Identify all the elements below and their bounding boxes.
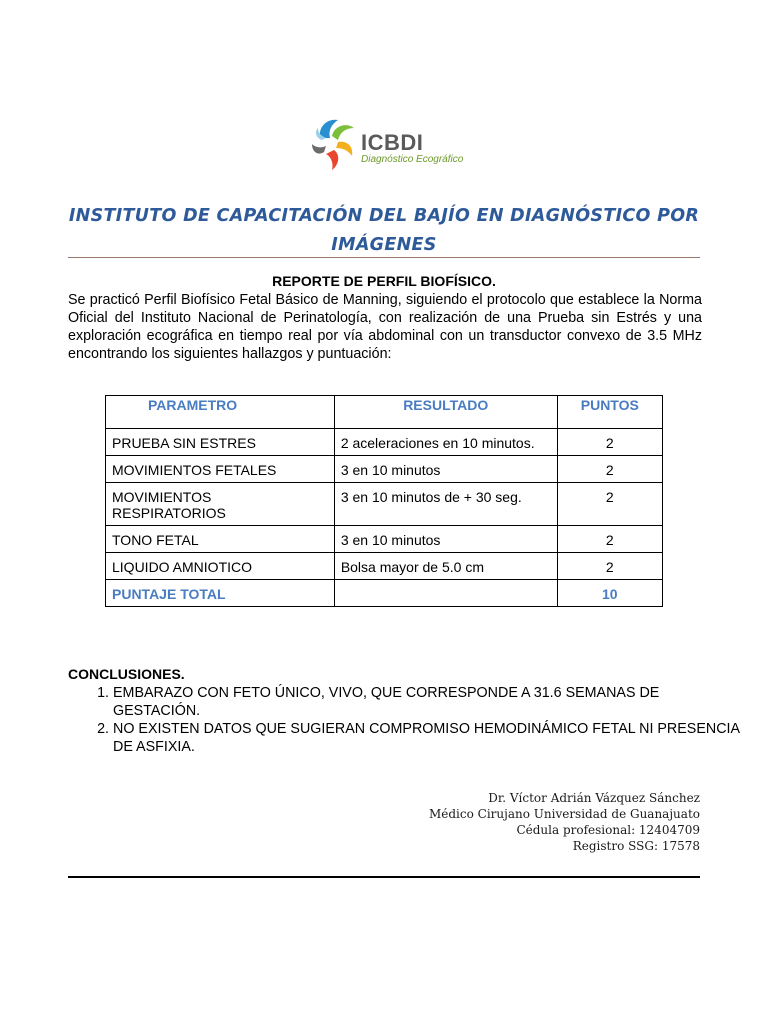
registro-ssg: Registro SSG: 17578 — [572, 839, 700, 853]
row-resultado: Bolsa mayor de 5.0 cm — [334, 553, 557, 580]
conclusions-title: CONCLUSIONES. — [68, 666, 185, 682]
row-puntos: 2 — [557, 526, 662, 553]
header-parametro: PARAMETRO — [106, 396, 335, 429]
logo-name: ICBDI — [361, 130, 424, 155]
cedula-profesional: Cédula profesional: 12404709 — [516, 823, 700, 837]
row-puntos: 2 — [557, 429, 662, 456]
header-puntos: PUNTOS — [557, 396, 662, 429]
table-row — [106, 553, 663, 580]
total-resultado — [334, 580, 557, 607]
row-parametro: MOVIMIENTOS RESPIRATORIOS — [106, 483, 335, 526]
row-parametro: MOVIMIENTOS FETALES — [106, 456, 335, 483]
total-row — [106, 580, 663, 607]
row-puntos: 2 — [557, 483, 662, 526]
doctor-name: Dr. Víctor Adrián Vázquez Sánchez — [488, 791, 700, 805]
title-divider — [68, 257, 700, 258]
row-puntos: 2 — [557, 456, 662, 483]
total-label: PUNTAJE TOTAL — [106, 580, 335, 607]
icbdi-logo — [310, 116, 470, 174]
table-row — [106, 429, 663, 456]
report-title: REPORTE DE PERFIL BIOFÍSICO. — [272, 273, 496, 289]
row-resultado: 2 aceleraciones en 10 minutos. — [334, 429, 557, 456]
table-row — [106, 456, 663, 483]
table-row — [106, 483, 663, 526]
total-puntos: 10 — [557, 580, 662, 607]
bottom-divider — [68, 876, 700, 878]
biophysical-profile-table — [105, 395, 663, 607]
logo-emblem-icon — [310, 116, 358, 174]
row-puntos: 2 — [557, 553, 662, 580]
header-resultado: RESULTADO — [334, 396, 557, 429]
institute-title: INSTITUTO DE CAPACITACIÓN DEL BAJÍO EN DIAGNÓSTICO POR IMÁGENES — [68, 206, 700, 255]
row-resultado: 3 en 10 minutos — [334, 456, 557, 483]
conclusions-list — [68, 684, 747, 756]
conclusion-item: 1. EMBARAZO CON FETO ÚNICO, VIVO, QUE CORRESPONDE A 31.6 SEMANAS DE GESTACIÓN. — [113, 684, 747, 720]
doctor-title: Médico Cirujano Universidad de Guanajuato — [428, 807, 700, 821]
row-parametro: TONO FETAL — [106, 526, 335, 553]
conclusion-item: 2. NO EXISTEN DATOS QUE SUGIERAN COMPROMISO HEMODINÁMICO FETAL NI PRESENCIA DE ASFIXIA. — [113, 720, 747, 756]
logo-tagline: Diagnóstico Ecográfico — [361, 154, 464, 165]
row-parametro: PRUEBA SIN ESTRES — [106, 429, 335, 456]
row-resultado: 3 en 10 minutos — [334, 526, 557, 553]
row-parametro: LIQUIDO AMNIOTICO — [106, 553, 335, 580]
signature-block — [429, 790, 700, 854]
intro-paragraph: Se practicó Perfil Biofísico Fetal Básico de Manning, siguiendo el protocolo que establece la Norma Oficial del Instituto Nacional de Perinatología, con realización de una Prueba sin Estrés y una exploración ecográfica en tiempo real por vía abdominal con un transductor convexo de 3.5 MHz encontrando los siguientes hallazgos y puntuación: — [68, 292, 702, 362]
table-row — [106, 526, 663, 553]
table-header-row — [106, 396, 663, 429]
row-resultado: 3 en 10 minutos de + 30 seg. — [334, 483, 557, 526]
